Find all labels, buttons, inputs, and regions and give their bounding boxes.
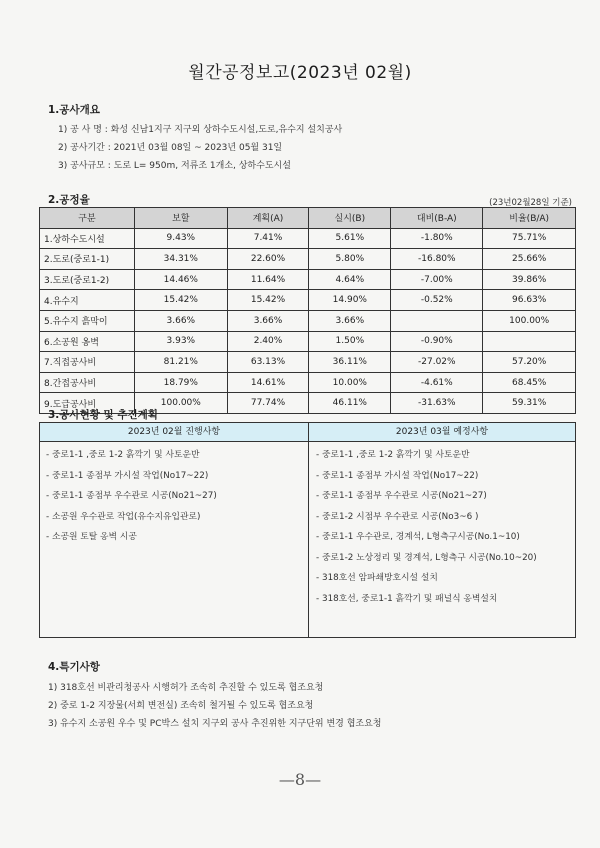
section4-heading: 4.특기사항 bbox=[48, 661, 100, 673]
list-item: - 중로1-1 ,중로 1-2 흙깍기 및 사토운반 bbox=[316, 450, 470, 460]
row-value: 25.66% bbox=[483, 249, 576, 270]
row-value: 10.00% bbox=[309, 372, 391, 393]
table-header-row bbox=[40, 208, 576, 229]
reference-date-note: (23년02월28일 기준) bbox=[489, 198, 572, 208]
row-value: 96.63% bbox=[483, 290, 576, 311]
row-value: 3.93% bbox=[135, 331, 228, 352]
row-value: 3.66% bbox=[135, 310, 228, 331]
row-value: 15.42% bbox=[227, 290, 309, 311]
list-item: - 318호선 암파쇄방호시설 설치 bbox=[316, 573, 438, 583]
list-item: - 중로1-1 ,중로 1-2 흙깍기 및 사토운반 bbox=[46, 450, 200, 460]
section1-heading: 1.공사개요 bbox=[48, 104, 100, 116]
row-value: 100.00% bbox=[483, 310, 576, 331]
list-item: - 중로1-2 시점부 우수관로 시공(No3~6 ) bbox=[316, 511, 479, 522]
row-value: 4.64% bbox=[309, 269, 391, 290]
row-value: -4.61% bbox=[391, 372, 483, 393]
row-value: 14.61% bbox=[227, 372, 309, 393]
header-plan: 계획(A) bbox=[227, 208, 309, 229]
special-note-2: 2) 중로 1-2 지장물(서희 변전실) 조속히 철거될 수 있도록 협조요청 bbox=[48, 701, 314, 711]
list-item: - 중로1-1 종점부 우수관로 시공(No21~27) bbox=[316, 491, 487, 501]
project-scale-line: 3) 공사규모 : 도로 L= 950m, 저류조 1개소, 상하수도시설 bbox=[58, 161, 291, 171]
row-value: 14.46% bbox=[135, 269, 228, 290]
list-item: - 318호선, 중로1-1 흙깍기 및 패널식 옹벽설치 bbox=[316, 593, 498, 604]
page-title: 월간공정보고(2023년 02월) bbox=[188, 63, 412, 83]
row-value bbox=[391, 310, 483, 331]
row-value: 3.66% bbox=[227, 310, 309, 331]
row-value: 1.50% bbox=[309, 331, 391, 352]
table-row bbox=[40, 269, 576, 290]
project-period-line: 2) 공사기간 : 2021년 03월 08일 ~ 2023년 05월 31일 bbox=[58, 143, 283, 153]
row-value: 5.80% bbox=[309, 249, 391, 270]
row-value: 68.45% bbox=[483, 372, 576, 393]
list-item: - 소공원 우수관로 작업(유수지유입관로) bbox=[46, 511, 201, 522]
row-label: 6.소공원 옹벽 bbox=[40, 331, 135, 352]
row-label: 9.도급공사비 bbox=[40, 393, 135, 414]
row-label: 2.도로(중로1-1) bbox=[40, 249, 135, 270]
row-value: 63.13% bbox=[227, 352, 309, 373]
section2-heading: 2.공정율 bbox=[48, 194, 90, 206]
row-value: -27.02% bbox=[391, 352, 483, 373]
header-ratio: 비율(B/A) bbox=[483, 208, 576, 229]
table-row bbox=[40, 228, 576, 249]
row-label: 3.도로(중로1-2) bbox=[40, 269, 135, 290]
current-month-list bbox=[46, 447, 217, 550]
row-value: 22.60% bbox=[227, 249, 309, 270]
row-value bbox=[483, 331, 576, 352]
list-item: - 중로1-1 종점부 가시설 작업(No17~22) bbox=[316, 470, 479, 481]
header-weight: 보할 bbox=[135, 208, 228, 229]
header-category: 구분 bbox=[40, 208, 135, 229]
next-month-header: 2023년 03월 예정사항 bbox=[309, 423, 575, 442]
list-item: - 소공원 토탈 옹벽 시공 bbox=[46, 532, 137, 542]
row-label: 7.직접공사비 bbox=[40, 352, 135, 373]
row-value: 3.66% bbox=[309, 310, 391, 331]
row-value: 15.42% bbox=[135, 290, 228, 311]
row-value: 11.64% bbox=[227, 269, 309, 290]
table-row bbox=[40, 310, 576, 331]
row-value: -0.52% bbox=[391, 290, 483, 311]
table-row bbox=[40, 249, 576, 270]
row-value: 9.43% bbox=[135, 228, 228, 249]
row-value: 39.86% bbox=[483, 269, 576, 290]
row-value: -16.80% bbox=[391, 249, 483, 270]
table-row bbox=[40, 290, 576, 311]
row-label: 8.간접공사비 bbox=[40, 372, 135, 393]
row-value: 7.41% bbox=[227, 228, 309, 249]
row-value: -1.80% bbox=[391, 228, 483, 249]
row-value: -0.90% bbox=[391, 331, 483, 352]
table-row bbox=[40, 372, 576, 393]
row-value: 100.00% bbox=[135, 393, 228, 414]
row-label: 5.유수지 흙막이 bbox=[40, 310, 135, 331]
progress-rate-table bbox=[39, 207, 576, 414]
row-value: -31.63% bbox=[391, 393, 483, 414]
row-label: 1.상하수도시설 bbox=[40, 228, 135, 249]
row-value: 57.20% bbox=[483, 352, 576, 373]
page-number: —8— bbox=[278, 770, 322, 789]
row-value: -7.00% bbox=[391, 269, 483, 290]
current-month-header: 2023년 02월 진행사항 bbox=[40, 423, 309, 442]
list-item: - 중로1-1 종점부 가시설 작업(No17~22) bbox=[46, 470, 209, 481]
table-row bbox=[40, 331, 576, 352]
special-note-3: 3) 유수지 소공원 우수 및 PC박스 설치 지구외 공사 추진위한 지구단위 변경 협조요청 bbox=[48, 719, 382, 729]
row-value: 59.31% bbox=[483, 393, 576, 414]
row-value: 34.31% bbox=[135, 249, 228, 270]
special-note-1: 1) 318호선 비관리청공사 시행허가 조속히 추진할 수 있도록 협조요청 bbox=[48, 683, 324, 693]
row-value: 77.74% bbox=[227, 393, 309, 414]
status-plan-box bbox=[39, 422, 576, 638]
list-item: - 중로1-1 우수관로, 경계석, L형측구시공(No.1~10) bbox=[316, 532, 520, 542]
row-value: 75.71% bbox=[483, 228, 576, 249]
row-value: 18.79% bbox=[135, 372, 228, 393]
list-item: - 중로1-2 노상정리 및 경계석, L형측구 시공(No.10~20) bbox=[316, 552, 537, 563]
next-month-list bbox=[316, 447, 537, 611]
section3-heading: 3.공사현황 및 추진계획 bbox=[48, 409, 158, 421]
table-row bbox=[40, 352, 576, 373]
row-value: 5.61% bbox=[309, 228, 391, 249]
row-value: 81.21% bbox=[135, 352, 228, 373]
header-actual: 실시(B) bbox=[309, 208, 391, 229]
project-name-line: 1) 공 사 명 : 화성 신남1지구 지구외 상하수도시설,도로,유수지 설치공사 bbox=[58, 125, 343, 135]
row-value: 2.40% bbox=[227, 331, 309, 352]
row-value: 46.11% bbox=[309, 393, 391, 414]
row-label: 4.유수지 bbox=[40, 290, 135, 311]
row-value: 14.90% bbox=[309, 290, 391, 311]
column-divider bbox=[308, 423, 309, 637]
row-value: 36.11% bbox=[309, 352, 391, 373]
list-item: - 중로1-1 종점부 우수관로 시공(No21~27) bbox=[46, 491, 217, 501]
header-diff: 대비(B-A) bbox=[391, 208, 483, 229]
